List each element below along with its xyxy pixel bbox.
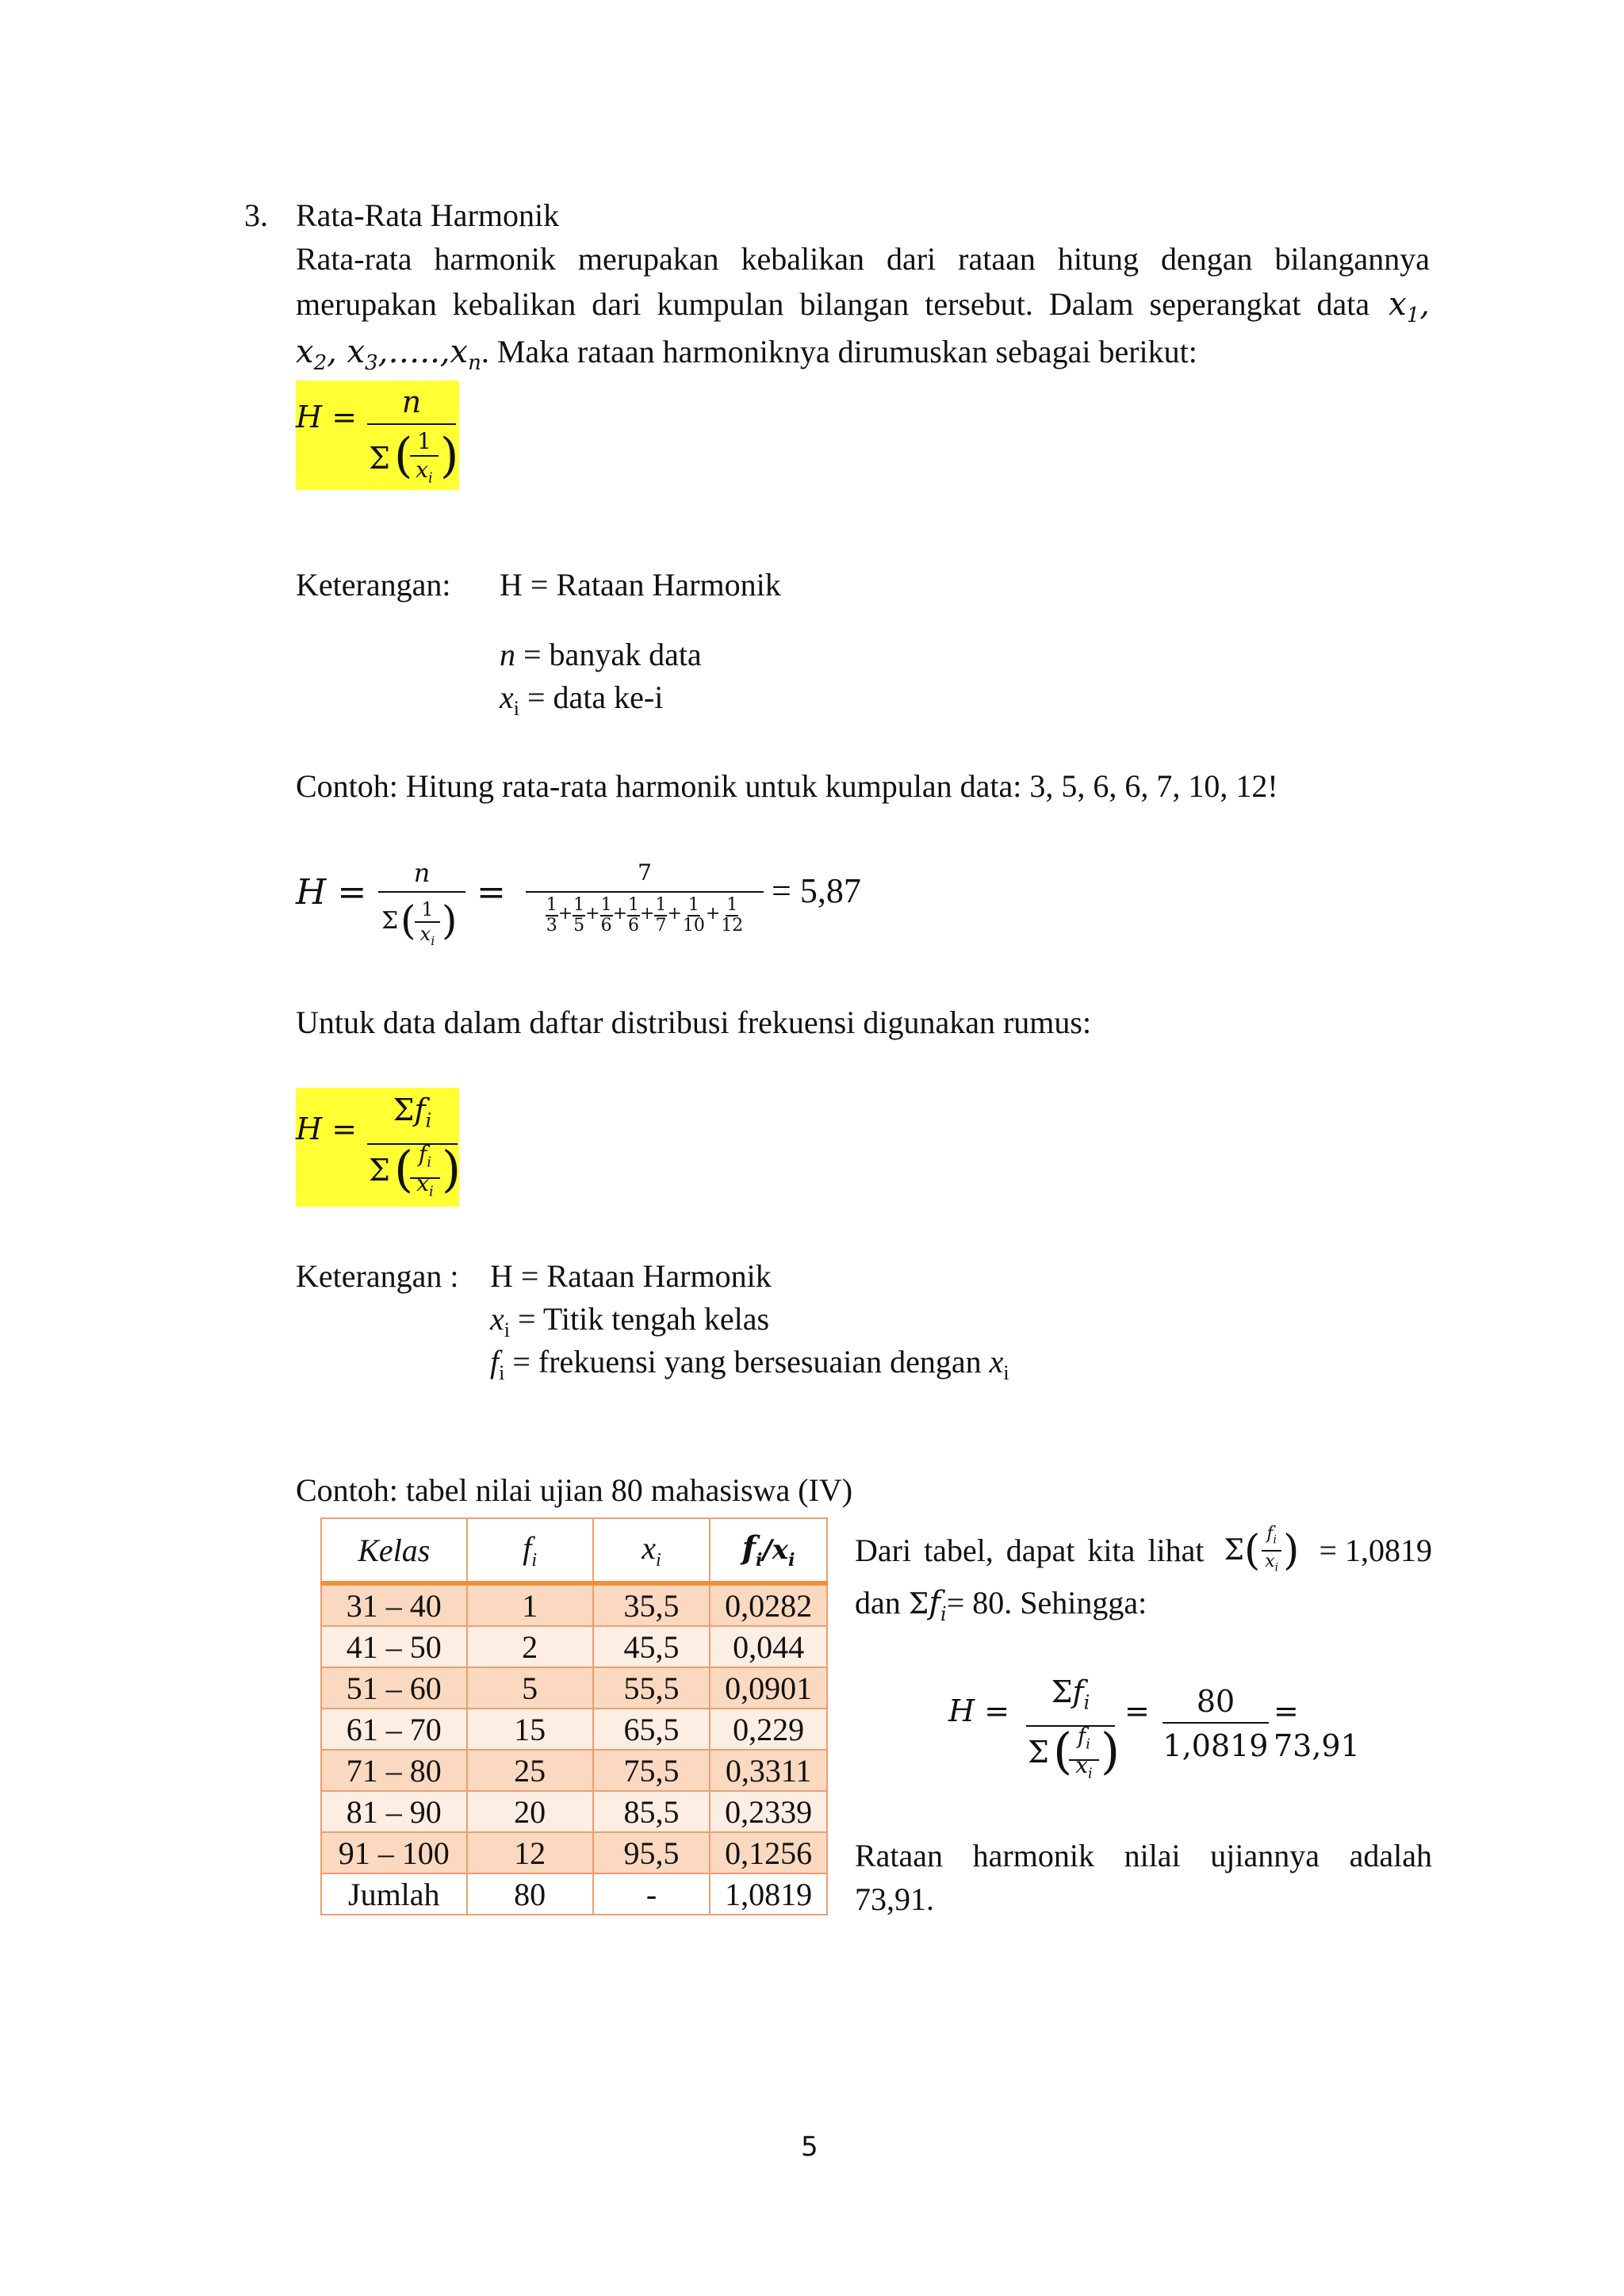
table-row xyxy=(321,1791,827,1832)
intro-line-1: Rata-rata harmonik merupakan kebalikan dari rataan hitung dengan bilangannya xyxy=(296,241,1430,277)
table-cell: 61 – 70 xyxy=(321,1709,467,1750)
keterangan2-var-f: f xyxy=(490,1344,500,1380)
side-sigma: Σ xyxy=(1224,1534,1244,1567)
table-row xyxy=(321,1709,827,1750)
plus-sign: + xyxy=(585,904,600,924)
formula2-num-sub: i xyxy=(425,1109,432,1132)
table-total-row xyxy=(321,1873,827,1915)
table-cell: 15 xyxy=(467,1709,593,1750)
contoh2-text: Contoh: tabel nilai ujian 80 mahasiswa (IV) xyxy=(296,1472,853,1508)
side-formula-lhs: H = xyxy=(948,1693,1010,1728)
formula2-numerator xyxy=(367,1088,458,1145)
contoh1-eq: = xyxy=(477,872,506,913)
keterangan1-line2-text: = banyak data xyxy=(515,637,702,672)
keterangan1-line3 xyxy=(500,675,663,731)
side-frac: $\frac{f_i}{x_i}$ xyxy=(1260,1524,1283,1578)
intro-x1: $x_1$, xyxy=(1388,286,1430,327)
table-cell: 75,5 xyxy=(593,1750,710,1791)
keterangan1-var-n: n xyxy=(500,637,515,672)
intro-line-3-text: . Maka rataan harmoniknya dirumuskan sebagai berikut: xyxy=(481,334,1197,369)
table-cell: 51 – 60 xyxy=(321,1667,467,1709)
keterangan1-var-x: x xyxy=(500,679,514,715)
keterangan2-line3-text: = frekuensi yang bersesuaian dengan xyxy=(504,1344,990,1380)
unit-fraction: $\frac{1}{6}$ xyxy=(600,895,612,936)
formula1-sigma: Σ xyxy=(369,441,390,476)
table-cell: Jumlah xyxy=(321,1873,467,1915)
unit-fraction: $\frac{1}{12}$ xyxy=(721,895,744,936)
side-formula-paren-left: ( xyxy=(1053,1722,1073,1780)
keterangan2-label: Keterangan : xyxy=(296,1258,459,1294)
section-number: 3. xyxy=(244,197,268,233)
keterangan1-line1: H = Rataan Harmonik xyxy=(500,567,781,603)
formula2-num-f: f xyxy=(414,1093,426,1127)
distribusi-text: Untuk data dalam daftar distribusi frekuensi digunakan rumus: xyxy=(296,1004,1092,1040)
side-formula-eq: = xyxy=(1124,1693,1150,1728)
unit-fraction: $\frac{1}{10}$ xyxy=(682,895,705,936)
table-cell: 0,229 xyxy=(710,1709,827,1750)
side-formula-den xyxy=(1026,1719,1118,1787)
side-line2-post: = 80. Sehingga: xyxy=(946,1585,1147,1621)
table-row xyxy=(321,1626,827,1667)
formula1-denominator xyxy=(367,427,459,488)
side-paren-left: ( xyxy=(1243,1527,1261,1575)
plus-sign: + xyxy=(667,904,682,924)
side-formula xyxy=(948,1670,1392,1789)
side-formula-paren-right: ) xyxy=(1101,1722,1120,1780)
table-row xyxy=(321,1832,827,1873)
side-formula-result: = 73,91 xyxy=(1274,1693,1360,1763)
formula1-inner-den: $x_i$ xyxy=(416,457,433,487)
side-line2-pre: dan xyxy=(855,1585,901,1621)
unit-fraction: $\frac{1}{7}$ xyxy=(655,895,667,936)
side-line2-sigma: Σ xyxy=(908,1588,929,1621)
intro-line-3 xyxy=(296,330,1197,385)
formula-harmonic-mean xyxy=(296,381,459,490)
formula1-numerator: n xyxy=(367,381,456,425)
plus-sign: + xyxy=(557,904,573,924)
formula2-lhs: H = xyxy=(296,1112,358,1146)
contoh1-text: Contoh: Hitung rata-rata harmonik untuk kumpulan data: 3, 5, 6, 6, 7, 10, 12! xyxy=(296,768,1278,804)
keterangan2-line1: H = Rataan Harmonik xyxy=(490,1258,772,1294)
table-cell: 20 xyxy=(467,1791,593,1832)
contoh1-denominator xyxy=(526,896,764,951)
keterangan2-sub-i: i xyxy=(504,1318,510,1341)
table-cell: 2 xyxy=(467,1626,593,1667)
table-cell: 45,5 xyxy=(593,1626,710,1667)
formula1-lhs: H = xyxy=(296,400,358,434)
contoh1-sigma: Σ xyxy=(381,907,399,935)
keterangan2-line2-text: = Titik tengah kelas xyxy=(510,1301,770,1337)
formula2-num-sigma: Σ xyxy=(393,1093,415,1127)
table-cell: 1 xyxy=(467,1583,593,1626)
table-cell: 0,3311 xyxy=(710,1750,827,1791)
table-cell: 31 – 40 xyxy=(321,1583,467,1626)
side-paren-right: ) xyxy=(1283,1527,1300,1575)
keterangan2-line3 xyxy=(490,1340,1009,1395)
keterangan1-line3-text: = data ke-i xyxy=(519,679,664,715)
keterangan2-var-x: x xyxy=(490,1301,504,1337)
side-sum-fi-over-xi xyxy=(1224,1524,1300,1578)
side-formula-num: $\Sigma f_i$ xyxy=(1026,1670,1115,1727)
side-formula-inner-xi: $x_i$ xyxy=(1075,1752,1093,1782)
formula2-sigma: Σ xyxy=(369,1153,390,1188)
table-cell: 12 xyxy=(467,1832,593,1873)
table-cell: 95,5 xyxy=(593,1832,710,1873)
unit-fraction: $\frac{1}{6}$ xyxy=(628,895,639,936)
formula2-inner-fi: $f_i$ xyxy=(410,1140,440,1179)
table-cell: 0,0901 xyxy=(710,1667,827,1709)
table-row xyxy=(321,1583,827,1626)
contoh1-paren-right: ) xyxy=(442,897,458,943)
table-header-row xyxy=(321,1518,827,1583)
contoh1-denominator-sum xyxy=(378,894,470,958)
contoh1-inner-one: 1 xyxy=(415,897,440,923)
side-conclusion-line1: Rataan harmonik nilai ujiannya adalah xyxy=(855,1838,1432,1873)
formula2-paren-right: ) xyxy=(442,1140,462,1198)
table-cell: 91 – 100 xyxy=(321,1832,467,1873)
plus-sign: + xyxy=(612,904,627,924)
side-line1 xyxy=(855,1524,1432,1578)
side-line2 xyxy=(855,1581,1147,1636)
frequency-table xyxy=(320,1517,828,1915)
side-conclusion-line2: 73,91. xyxy=(855,1881,934,1917)
formula2-denominator xyxy=(367,1137,462,1205)
keterangan1-label: Keterangan: xyxy=(296,567,451,603)
contoh1-inner-xi: $x_i$ xyxy=(419,923,435,948)
intro-sequence: $x_2$, $x_3,\dots..,x_n$ xyxy=(296,334,481,375)
side-line1-value: = 1,0819 xyxy=(1319,1533,1432,1569)
contoh1-paren-left: ( xyxy=(400,897,416,943)
table-row xyxy=(321,1667,827,1709)
header-fi-over-xi: $f_i/x_i$ xyxy=(710,1518,827,1583)
table-cell: 41 – 50 xyxy=(321,1626,467,1667)
table-cell: 25 xyxy=(467,1750,593,1791)
side-formula-num-value: 80 xyxy=(1162,1681,1269,1724)
table-cell: 0,0282 xyxy=(710,1583,827,1626)
plus-sign: + xyxy=(705,904,721,924)
table-cell: 35,5 xyxy=(593,1583,710,1626)
table-cell: 81 – 90 xyxy=(321,1791,467,1832)
side-line2-sub: i xyxy=(940,1603,947,1625)
header-kelas: Kelas xyxy=(321,1518,467,1583)
table-cell: 1,0819 xyxy=(710,1873,827,1915)
header-xi: $x_i$ xyxy=(593,1518,710,1583)
side-formula-inner-fi: $f_i$ xyxy=(1069,1722,1099,1761)
formula1-paren-right: ) xyxy=(440,428,459,484)
side-formula-den-value: 1,0819 xyxy=(1162,1728,1269,1763)
table-cell: 0,1256 xyxy=(710,1832,827,1873)
table-cell: 65,5 xyxy=(593,1709,710,1750)
side-formula-sigma: Σ xyxy=(1028,1735,1049,1770)
formula2-inner-xi: $x_i$ xyxy=(416,1170,434,1200)
contoh1-numerator-n: n xyxy=(378,855,465,893)
formula-harmonic-mean-distribution xyxy=(296,1088,462,1207)
contoh1-result: = 5,87 xyxy=(772,871,861,910)
unit-fraction: $\frac{1}{5}$ xyxy=(573,895,585,936)
side-line2-f: f xyxy=(929,1585,941,1621)
table-cell: 5 xyxy=(467,1667,593,1709)
table-row xyxy=(321,1750,827,1791)
keterangan2-sub-fi: i xyxy=(499,1361,505,1384)
section-title: Rata-Rata Harmonik xyxy=(296,197,560,233)
table-cell: 0,2339 xyxy=(710,1791,827,1832)
page-number: 5 xyxy=(801,2131,818,2163)
contoh1-formula xyxy=(296,855,867,966)
formula2-paren-left: ( xyxy=(394,1140,414,1198)
formula1-paren-left: ( xyxy=(394,428,413,484)
formula1-inner-num: 1 xyxy=(410,428,439,457)
keterangan1-line2 xyxy=(500,633,702,677)
table-cell: 0,044 xyxy=(710,1626,827,1667)
keterangan1-sub-i: i xyxy=(513,697,519,720)
plus-sign: + xyxy=(640,904,655,924)
keterangan2-sub-xi: i xyxy=(1003,1361,1009,1384)
table-cell: - xyxy=(593,1873,710,1915)
intro-line-2-text: merupakan kebalikan dari kumpulan bilangan tersebut. Dalam seperangkat data xyxy=(296,286,1370,322)
side-line1-text: Dari tabel, dapat kita lihat xyxy=(855,1533,1205,1569)
table-cell: 80 xyxy=(467,1873,593,1915)
table-cell: 71 – 80 xyxy=(321,1750,467,1791)
header-fi: $f_i$ xyxy=(467,1518,593,1583)
contoh1-numerator: 7 xyxy=(526,855,764,893)
contoh1-lhs: H = xyxy=(296,872,367,913)
unit-fraction: $\frac{1}{3}$ xyxy=(546,895,557,936)
table-cell: 85,5 xyxy=(593,1791,710,1832)
table-cell: 55,5 xyxy=(593,1667,710,1709)
keterangan2-var-x2: x xyxy=(989,1344,1004,1380)
